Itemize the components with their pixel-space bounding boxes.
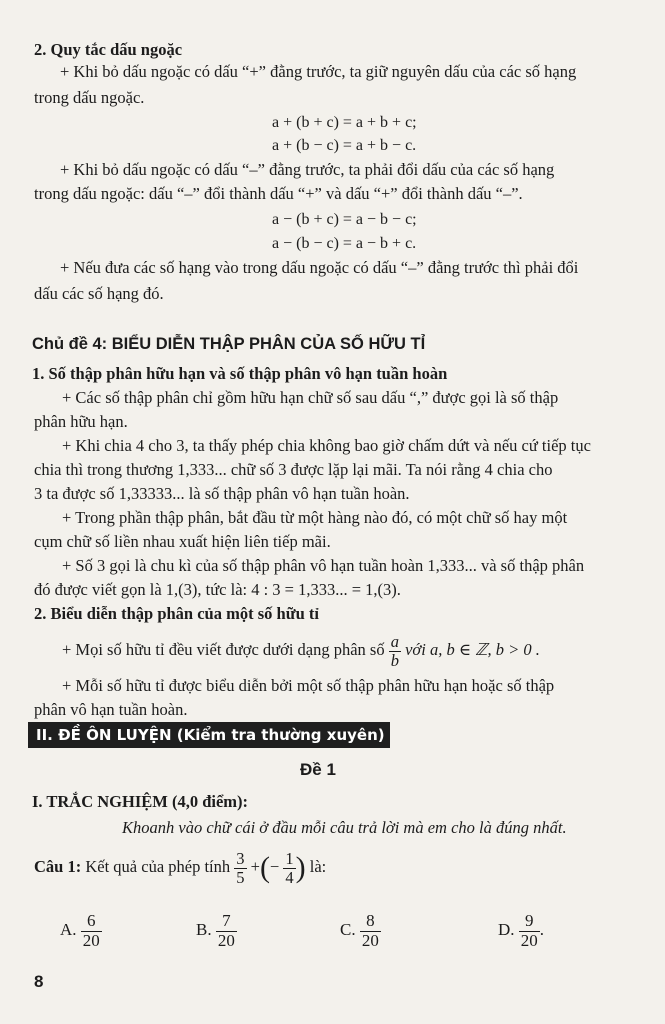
paragraph-line: + Mỗi số hữu tỉ được biểu diễn bởi một số thập phân hữu hạn hoặc số thập bbox=[62, 676, 555, 695]
page-number: 8 bbox=[34, 972, 44, 991]
paragraph-line: phân hữu hạn. bbox=[34, 412, 128, 431]
fraction-numerator: 8 bbox=[360, 912, 381, 932]
paragraph-line: + Các số thập phân chỉ gồm hữu hạn chữ số sau dấu “,” được gọi là số thập bbox=[62, 388, 559, 407]
fraction-numerator: 9 bbox=[519, 912, 540, 932]
paragraph-line: trong dấu ngoặc: dấu “–” đổi thành dấu “+” và dấu “+” đổi thành dấu “–”. bbox=[34, 184, 523, 203]
option-fraction bbox=[519, 912, 540, 950]
fraction-denominator: 4 bbox=[285, 867, 294, 887]
formula-line: a + (b + c) = a + b + c; bbox=[272, 114, 417, 131]
option-fraction bbox=[81, 912, 102, 950]
subsection-heading: 1. Số thập phân hữu hạn và số thập phân vô hạn tuần hoàn bbox=[32, 364, 448, 383]
answer-option-a[interactable] bbox=[60, 912, 102, 950]
paragraph-line: 3 ta được số 1,33333... là số thập phân vô hạn tuần hoàn. bbox=[34, 484, 410, 503]
paragraph-line: chia thì trong thương 1,333... chữ số 3 được lặp lại mãi. Ta nói rằng 4 chia cho bbox=[34, 460, 553, 479]
paragraph-line: phân vô hạn tuần hoàn. bbox=[34, 700, 188, 719]
fraction-denominator: 20 bbox=[361, 930, 379, 950]
answer-option-b[interactable] bbox=[196, 912, 237, 950]
option-label: B. bbox=[196, 920, 212, 940]
option-fraction bbox=[360, 912, 381, 950]
paragraph-line: trong dấu ngoặc. bbox=[34, 88, 145, 107]
option-tail: . bbox=[539, 920, 545, 940]
fraction-numerator: 6 bbox=[81, 912, 102, 932]
paragraph-text: với a, b ∈ ℤ, b > 0 . bbox=[405, 640, 540, 659]
paragraph-fraction-line bbox=[62, 630, 540, 674]
question-label: Câu 1: bbox=[34, 857, 82, 876]
paragraph-line: + Khi bỏ dấu ngoặc có dấu “+” đằng trước, ta giữ nguyên dấu của các số hạng bbox=[60, 62, 577, 81]
fraction-denominator: 5 bbox=[236, 867, 245, 887]
fraction-numerator: 7 bbox=[216, 912, 237, 932]
minus-sign: − bbox=[269, 857, 280, 876]
option-label: C. bbox=[340, 920, 356, 940]
paragraph-line: + Số 3 gọi là chu kì của số thập phân vô hạn tuần hoàn 1,333... và số thập phân bbox=[62, 556, 585, 575]
plus-sign: + bbox=[250, 857, 260, 876]
answer-option-d[interactable] bbox=[498, 912, 544, 950]
question-text-end: là: bbox=[309, 857, 327, 876]
section-heading-bracket-rules: 2. Quy tắc dấu ngoặc bbox=[34, 40, 183, 59]
fraction-denominator: 20 bbox=[520, 930, 538, 950]
close-paren: ) bbox=[295, 851, 306, 885]
fraction-denominator: 20 bbox=[217, 930, 235, 950]
exam-section-banner: II. ĐỀ ÔN LUYỆN (Kiểm tra thường xuyên) bbox=[28, 722, 390, 748]
fraction-3-5 bbox=[234, 850, 246, 887]
instruction-text: Khoanh vào chữ cái ở đầu mỗi câu trả lời mà em cho là đúng nhất. bbox=[122, 818, 567, 837]
topic-heading: Chủ đề 4: BIỂU DIỄN THẬP PHÂN CỦA SỐ HỮU TỈ bbox=[32, 335, 426, 353]
paragraph-line: + Khi bỏ dấu ngoặc có dấu “–” đằng trước, ta phải đổi dấu của các số hạng bbox=[60, 160, 555, 179]
paragraph-line: + Trong phần thập phân, bắt đầu từ một hàng nào đó, có một chữ số hay một bbox=[62, 508, 568, 527]
paragraph-line: đó được viết gọn là 1,(3), tức là: 4 : 3 = 1,333... = 1,(3). bbox=[34, 580, 401, 599]
question-1 bbox=[34, 844, 326, 894]
paragraph-line: cụm chữ số liền nhau xuất hiện liên tiếp mãi. bbox=[34, 532, 331, 551]
exam-title: Đề 1 bbox=[300, 760, 336, 779]
option-fraction bbox=[216, 912, 237, 950]
subsection-heading: 2. Biểu diễn thập phân của một số hữu tỉ bbox=[34, 604, 319, 623]
answer-option-c[interactable] bbox=[340, 912, 381, 950]
formula-line: a + (b − c) = a + b − c. bbox=[272, 137, 417, 154]
fraction-a-over-b bbox=[389, 633, 401, 670]
part-heading: I. TRẮC NGHIỆM (4,0 điểm): bbox=[32, 792, 249, 811]
fraction-numerator: 3 bbox=[236, 848, 245, 868]
paragraph-line: dấu các số hạng đó. bbox=[34, 284, 164, 303]
formula-line: a − (b + c) = a − b − c; bbox=[272, 211, 417, 228]
fraction-1-4 bbox=[283, 850, 295, 887]
paragraph-text: + Mọi số hữu tỉ đều viết được dưới dạng phân số bbox=[62, 640, 385, 659]
question-text: Kết quả của phép tính bbox=[85, 857, 231, 876]
fraction-numerator: 1 bbox=[285, 848, 294, 868]
formula-line: a − (b − c) = a − b + c. bbox=[272, 235, 417, 252]
fraction-denominator: b bbox=[390, 650, 399, 670]
fraction-denominator: 20 bbox=[82, 930, 100, 950]
option-label: A. bbox=[60, 920, 77, 940]
paragraph-line: + Nếu đưa các số hạng vào trong dấu ngoặc có dấu “–” đằng trước thì phải đổi bbox=[60, 258, 579, 277]
open-paren: ( bbox=[259, 851, 270, 885]
paragraph-line: + Khi chia 4 cho 3, ta thấy phép chia không bao giờ chấm dứt và nếu cứ tiếp tục bbox=[62, 436, 591, 455]
fraction-numerator: a bbox=[390, 631, 399, 651]
option-label: D. bbox=[498, 920, 515, 940]
